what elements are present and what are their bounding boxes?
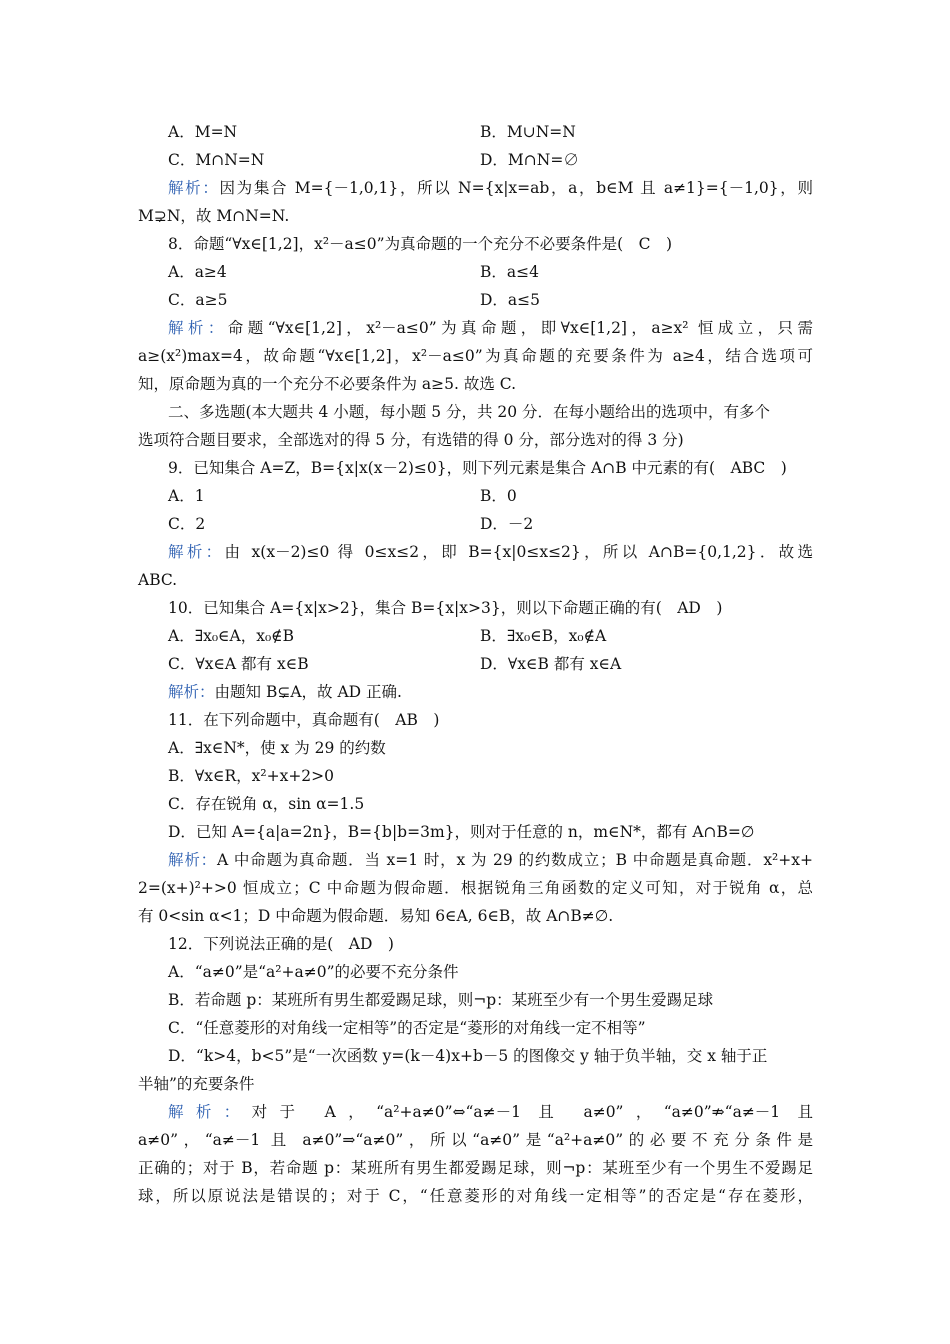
line-text: 命题“∀x∈[1,2]，x²－a≤0”为真命题，即∀x∈[1,2]，a≥x² 恒成立，只需 <box>227 319 813 337</box>
line-text: C．“任意菱形的对角线一定相等”的否定是“菱形的对角线一定不相等” <box>168 1019 646 1037</box>
text-line <box>168 454 787 482</box>
solution-label: 解析： <box>168 543 225 561</box>
text-line <box>168 762 334 790</box>
text-line <box>168 118 237 146</box>
text-line <box>138 370 813 398</box>
text-line <box>138 874 813 902</box>
text-line <box>480 622 606 650</box>
text-line <box>168 258 227 286</box>
text-line <box>138 566 813 594</box>
line-text: C．存在锐角 α，sin α=1.5 <box>168 795 365 813</box>
line-text: 12．下列说法正确的是( AD ) <box>168 935 394 953</box>
line-text: 球，所以原说法是错误的；对于 C，“任意菱形的对角线一定相等”的否定是“存在菱形， <box>138 1187 813 1205</box>
line-text: 半轴”的充要条件 <box>138 1075 255 1093</box>
text-line <box>168 790 364 818</box>
text-line <box>168 818 754 846</box>
text-line <box>480 510 533 538</box>
line-text: 由题知 B⊊A，故 AD 正确. <box>214 683 402 701</box>
text-line <box>168 986 713 1014</box>
line-text: a≥(x²)max=4，故命题“∀x∈[1,2]，x²－a≤0”为真命题的充要条件为 a≥4，结合选项可 <box>138 347 813 365</box>
text-line <box>138 1154 813 1182</box>
text-line <box>168 1042 767 1070</box>
line-text: C．2 <box>168 515 206 533</box>
line-text: 10．已知集合 A={x|x>2}，集合 B={x|x>3}，则以下命题正确的有( AD ) <box>168 599 723 617</box>
line-text: A．∃x∈N*，使 x 为 29 的约数 <box>168 739 386 757</box>
line-text: D．－2 <box>480 515 534 533</box>
line-text: 二、多选题(本大题共 4 小题，每小题 5 分，共 20 分．在每小题给出的选项中，有多个 <box>168 403 771 421</box>
line-text: 正确的；对于 B，若命题 p：某班所有男生都爱踢足球，则¬p：某班至少有一个男生不爱踢足 <box>138 1159 813 1177</box>
text-line <box>480 482 517 510</box>
line-text: B．若命题 p：某班所有男生都爱踢足球，则¬p：某班至少有一个男生爱踢足球 <box>168 991 714 1009</box>
text-line <box>168 594 722 622</box>
line-text: 11．在下列命题中，真命题有( AB ) <box>168 711 440 729</box>
solution-label: 解析： <box>168 179 220 197</box>
line-text: 知，原命题为真的一个充分不必要条件为 a≥5. 故选 C. <box>138 375 517 393</box>
line-text: B．∃x₀∈B，x₀∉A <box>480 627 607 645</box>
line-text: M⊋N，故 M∩N=N. <box>138 207 290 225</box>
text-line <box>168 734 386 762</box>
text-line <box>168 622 294 650</box>
text-line <box>168 846 813 874</box>
line-text: ABC. <box>138 571 178 589</box>
line-text: A．a≥4 <box>168 263 227 281</box>
text-line <box>168 174 813 202</box>
text-line <box>168 930 394 958</box>
line-text: 因为集合 M={－1,0,1}，所以 N={x|x=ab，a，b∈M 且 a≠1}={－1,0}，则 <box>219 179 813 197</box>
text-line <box>168 398 770 426</box>
text-line <box>480 650 621 678</box>
text-line <box>138 426 813 454</box>
text-line <box>168 706 439 734</box>
line-text: C．M∩N=N <box>168 151 265 169</box>
line-text: 8．命题“∀x∈[1,2]，x²－a≤0”为真命题的一个充分不必要条件是( C ) <box>168 235 673 253</box>
text-line <box>168 958 459 986</box>
line-text: D．∀x∈B 都有 x∈A <box>480 655 622 673</box>
text-line <box>138 902 813 930</box>
text-line <box>168 1098 813 1126</box>
line-text: 9．已知集合 A=Z，B={x|x(x－2)≤0}，则下列元素是集合 A∩B 中元素的有( ABC ) <box>168 459 787 477</box>
line-text: A．∃x₀∈A，x₀∉B <box>168 627 295 645</box>
text-line <box>168 230 672 258</box>
line-text: 对于 A，“a²+a≠0”⇔“a≠－1 且 a≠0”，“a≠0”⇏“a≠－1 且 <box>251 1103 813 1121</box>
text-line <box>168 538 813 566</box>
line-text: C．a≥5 <box>168 291 228 309</box>
solution-label: 解析： <box>168 683 215 701</box>
text-line <box>138 202 813 230</box>
line-text: 2=(x+)²+>0 恒成立；C 中命题为假命题．根据锐角三角函数的定义可知，对于锐角 α，总 <box>138 879 813 897</box>
line-text: C．∀x∈A 都有 x∈B <box>168 655 309 673</box>
text-line <box>168 314 813 342</box>
line-text: D．已知 A={a|a=2n}，B={b|b=3m}，则对于任意的 n，m∈N*，都有 A∩B=∅ <box>168 823 755 841</box>
text-line <box>168 286 227 314</box>
line-text: 有 0<sin α<1；D 中命题为假命题．易知 6∈A, 6∈B，故 A∩B≠∅. <box>138 907 614 925</box>
text-line <box>138 1070 813 1098</box>
line-text: A 中命题为真命题．当 x=1 时，x 为 29 的约数成立；B 中命题是真命题．x²+x+ <box>216 851 813 869</box>
text-line <box>480 258 539 286</box>
line-text: A．M=N <box>168 123 238 141</box>
line-text: 由 x(x－2)≤0 得 0≤x≤2，即 B={x|0≤x≤2}，所以 A∩B={0,1,2}．故选 <box>224 543 813 561</box>
text-line <box>480 286 540 314</box>
solution-label: 解析： <box>168 851 217 869</box>
text-line <box>168 482 205 510</box>
line-text: D．a≤5 <box>480 291 541 309</box>
text-line <box>480 118 576 146</box>
line-text: D．M∩N=∅ <box>480 151 579 169</box>
text-line <box>138 1126 813 1154</box>
text-line <box>138 342 813 370</box>
line-text: B．M∪N=N <box>480 123 576 141</box>
line-text: B．0 <box>480 487 517 505</box>
line-text: B．a≤4 <box>480 263 539 281</box>
text-line <box>168 146 264 174</box>
line-text: A．“a≠0”是“a²+a≠0”的必要不充分条件 <box>168 963 459 981</box>
solution-label: 解析： <box>168 1103 252 1121</box>
line-text: a≠0”，“a≠－1 且 a≠0”⇒“a≠0”，所以“a≠0”是“a²+a≠0”的必要不充分条件是 <box>138 1131 813 1149</box>
line-text: 选项符合题目要求，全部选对的得 5 分，有选错的得 0 分，部分选对的得 3 分) <box>138 431 684 449</box>
line-text: B．∀x∈R，x²+x+2>0 <box>168 767 335 785</box>
solution-label: 解析： <box>168 319 228 337</box>
text-line <box>168 510 205 538</box>
text-line <box>168 678 402 706</box>
line-text: D．“k>4，b<5”是“一次函数 y=(k－4)x+b－5 的图像交 y 轴于负半轴，交 x 轴于正 <box>168 1047 768 1065</box>
text-line <box>168 650 309 678</box>
text-line <box>480 146 579 174</box>
text-line <box>168 1014 646 1042</box>
text-line <box>138 1182 813 1210</box>
line-text: A．1 <box>168 487 205 505</box>
